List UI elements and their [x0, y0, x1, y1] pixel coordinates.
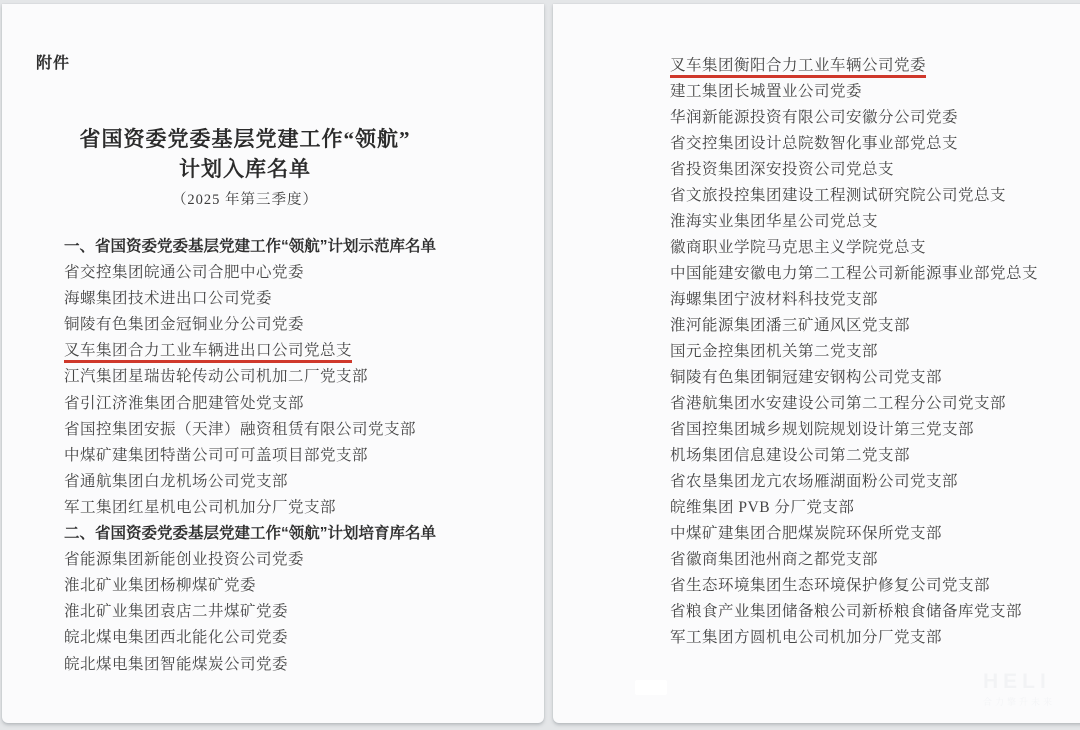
heli-watermark — [983, 670, 1080, 708]
whiteout-patch — [635, 680, 667, 695]
list-item: 省通航集团白龙机场公司党支部 — [64, 472, 289, 490]
list-item: 省能源集团新能创业投资公司党委 — [64, 551, 305, 569]
red-underline-highlight: 叉车集团合力工业车辆进出口公司党总支 — [64, 342, 352, 363]
document-page-left — [2, 4, 544, 723]
list-item: 海螺集团技术进出口公司党委 — [64, 290, 273, 308]
section-1-header: 一、省国资委党委基层党建工作“领航”计划示范库名单 — [64, 238, 437, 255]
right-page-list — [670, 53, 1038, 651]
list-item: 省生态环境集团生态环境保护修复公司党支部 — [670, 577, 991, 594]
list-item: 省引江济淮集团合肥建管处党支部 — [64, 394, 305, 412]
list-item: 皖北煤电集团西北能化公司党委 — [64, 629, 289, 647]
list-item: 建工集团长城置业公司党委 — [670, 83, 863, 100]
list-item: 省文旅投控集团建设工程测试研究院公司党总支 — [670, 187, 1007, 204]
list-item: 皖北煤电集团智能煤炭公司党委 — [64, 655, 289, 673]
list-item: 皖维集团 PVB 分厂党支部 — [670, 499, 855, 516]
list-item: 徽商职业学院马克思主义学院党总支 — [670, 239, 927, 256]
document-page-right — [553, 4, 1080, 723]
list-item: 军工集团方圆机电公司机加分厂党支部 — [670, 629, 943, 646]
red-underline-highlight: 叉车集团衡阳合力工业车辆公司党委 — [670, 57, 926, 78]
list-item-highlighted — [64, 338, 436, 364]
left-page-list — [64, 234, 436, 678]
list-item: 淮海实业集团华星公司党总支 — [670, 213, 879, 230]
list-item-highlighted — [670, 53, 1038, 79]
list-item: 国元金控集团机关第二党支部 — [670, 343, 879, 360]
list-item: 省国控集团城乡规划院规划设计第三党支部 — [670, 421, 975, 438]
document-subtitle: （2025 年第三季度） — [171, 192, 319, 208]
list-item: 淮河能源集团潘三矿通风区党支部 — [670, 317, 911, 334]
list-item: 省投资集团深安投资公司党总支 — [670, 161, 895, 178]
list-item: 铜陵有色集团金冠铜业分公司党委 — [64, 316, 305, 334]
list-item: 省交控集团设计总院数智化事业部党总支 — [670, 135, 959, 152]
list-item: 淮北矿业集团杨柳煤矿党委 — [64, 577, 257, 595]
list-item: 机场集团信息建设公司第二党支部 — [670, 447, 911, 464]
list-item: 省国控集团安振（天津）融资租赁有限公司党支部 — [64, 420, 417, 438]
section-2-header: 二、省国资委党委基层党建工作“领航”计划培育库名单 — [64, 525, 437, 543]
list-item: 中煤矿建集团合肥煤炭院环保所党支部 — [670, 525, 943, 542]
list-item: 中煤矿建集团特凿公司可可盖项目部党支部 — [64, 446, 369, 464]
list-item: 军工集团红星机电公司机加分厂党支部 — [64, 498, 337, 516]
list-item: 江汽集团星瑞齿轮传动公司机加二厂党支部 — [64, 368, 369, 386]
document-title-line-1: 省国资委党委基层党建工作“领航” — [79, 127, 411, 151]
list-item: 省农垦集团龙亢农场雁湖面粉公司党支部 — [670, 473, 959, 490]
document-title-block — [12, 124, 478, 209]
list-item: 铜陵有色集团铜冠建安钢构公司党支部 — [670, 369, 943, 386]
list-item: 淮北矿业集团袁店二井煤矿党委 — [64, 603, 289, 621]
heli-logo-text: HELI — [983, 670, 1051, 693]
list-item: 省徽商集团池州商之都党支部 — [670, 551, 879, 568]
list-item: 海螺集团宁波材料科技党支部 — [670, 291, 879, 308]
list-item: 中国能建安徽电力第二工程公司新能源事业部党总支 — [670, 265, 1039, 282]
document-title-line-2: 计划入库名单 — [179, 157, 311, 181]
list-item: 省粮食产业集团储备粮公司新桥粮食储备库党支部 — [670, 603, 1023, 620]
heli-slogan-text: 合力擎升未来 — [983, 697, 1056, 707]
list-item: 华润新能源投资有限公司安徽分公司党委 — [670, 109, 959, 126]
list-item: 省交控集团皖通公司合肥中心党委 — [64, 264, 305, 282]
attachment-label: 附件 — [36, 55, 71, 72]
list-item: 省港航集团水安建设公司第二工程分公司党支部 — [670, 395, 1007, 412]
